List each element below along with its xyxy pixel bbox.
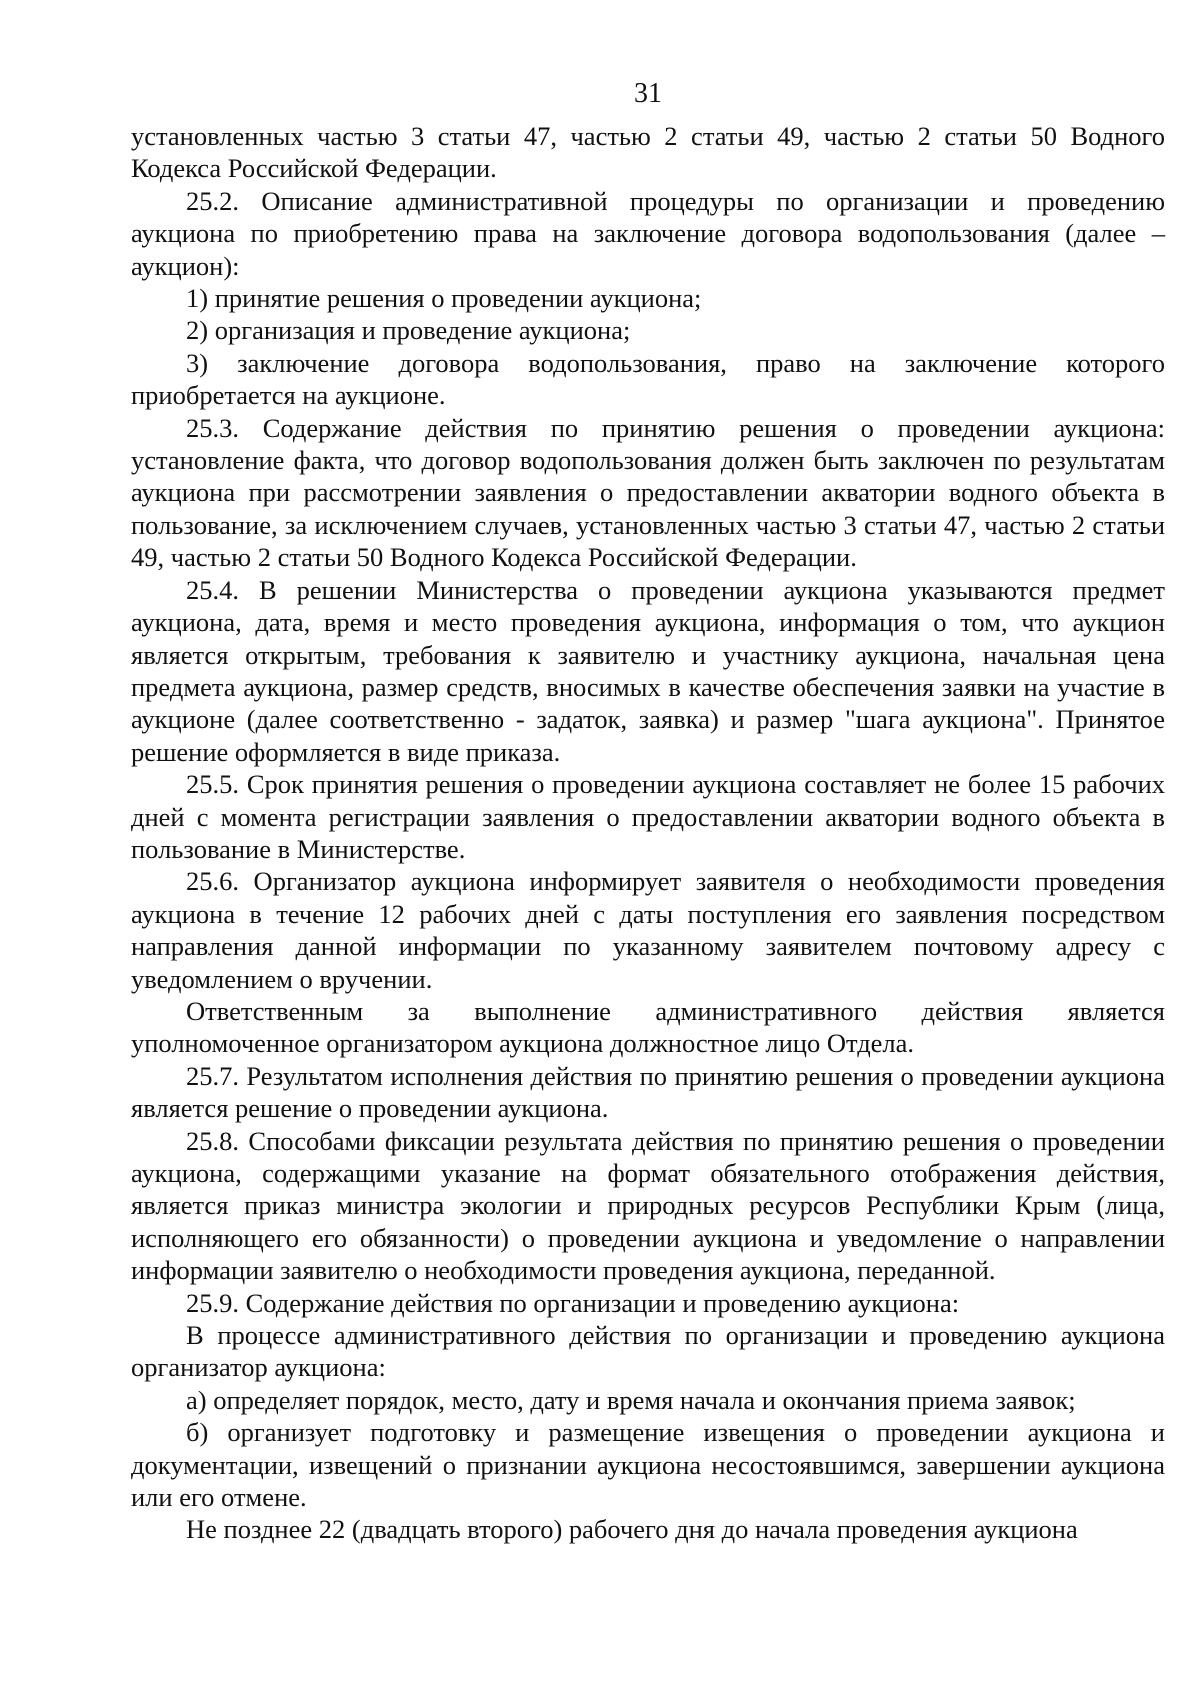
list-item-b: б) организует подготовку и размещение извещения о проведении аукциона и документации, извещений о признании аукциона несостоявшимся, завершении аукциона или его отмене. (131, 1417, 1165, 1513)
paragraph-25-9: 25.9. Содержание действия по организации и проведению аукциона: (186, 1287, 960, 1318)
paragraph-25-8: 25.8. Способами фиксации результата действия по принятию решения о проведении аукциона, содержащими указание на формат обязательного отображения действия, является приказ министра экологии и природных ресурсов Республики Крым (лица, исполняющего его обязанности) о проведении аукциона и уведомление о направлении информации заявителю о необходимости проведения аукциона, переданной. (131, 1125, 1165, 1286)
paragraph-process: В процессе административного действия по организации и проведению аукциона организатор аукциона: (131, 1320, 1165, 1383)
list-item-1: 1) принятие решения о проведении аукциона; (186, 283, 702, 314)
paragraph-25-3: 25.3. Содержание действия по принятию решения о проведении аукциона: установление факта, что договор водопользования должен быть заключен по результатам аукциона при рассмотрении заявления о предоставлении акватории водного объекта в пользование, за исключением случаев, установленных частью 3 статьи 47, частью 2 статьи 49, частью 2 статьи 50 Водного Кодекса Российской Федерации. (131, 412, 1165, 573)
paragraph-25-6: 25.6. Организатор аукциона информирует заявителя о необходимости проведения аукциона в течение 12 рабочих дней с даты поступления его заявления посредством направления данной информации по указанному заявителем почтовому адресу с уведомлением о вручении. (131, 866, 1165, 994)
document-page (131, 0, 1165, 1697)
document-body (131, 120, 1165, 1546)
paragraph-25-5: 25.5. Срок принятия решения о проведении аукциона составляет не более 15 рабочих дней с момента регистрации заявления о предоставлении акватории водного объекта в пользование в Министерстве. (131, 769, 1165, 864)
list-item-3: 3) заключение договора водопользования, право на заключение которого приобретается на аукционе. (131, 347, 1165, 411)
list-item-2: 2) организация и проведение аукциона; (186, 315, 631, 346)
paragraph-25-7: 25.7. Результатом исполнения действия по принятию решения о проведении аукциона является решение о проведении аукциона. (131, 1060, 1165, 1124)
paragraph-continuation: установленных частью 3 статьи 47, частью 2 статьи 49, частью 2 статьи 50 Водного Кодекса Российской Федерации. (131, 121, 1165, 184)
paragraph-responsible: Ответственным за выполнение административного действия является уполномоченное организатором аукциона должностное лицо Отдела. (131, 995, 1165, 1059)
list-item-a: а) определяет порядок, место, дату и время начала и окончания приема заявок; (186, 1384, 1076, 1415)
paragraph-25-4: 25.4. В решении Министерства о проведении аукциона указываются предмет аукциона, дата, время и место проведения аукциона, информация о том, что аукцион является открытым, требования к заявителю и участнику аукциона, начальная цена предмета аукциона, размер средств, вносимых в качестве обеспечения заявки на участие в аукционе (далее соответственно - задаток, заявка) и размер "шага аукциона". Принятое решение оформляется в виде приказа. (131, 574, 1165, 767)
paragraph-25-2: 25.2. Описание административной процедуры по организации и проведению аукциона по приобретению права на заключение договора водопользования (далее – аукцион): (131, 185, 1165, 281)
page-number: 31 (634, 78, 662, 109)
paragraph-deadline: Не позднее 22 (двадцать второго) рабочего дня до начала проведения аукциона (186, 1514, 1078, 1545)
